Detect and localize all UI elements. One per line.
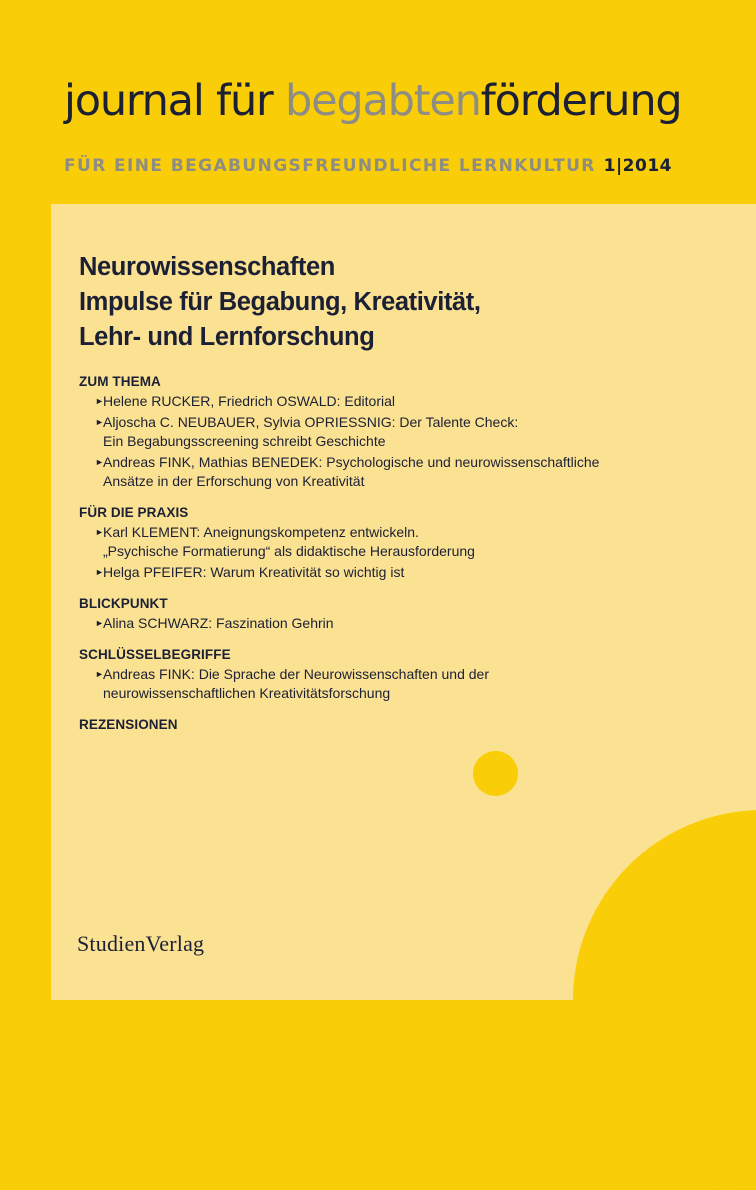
bullet-triangle-icon: ►: [95, 396, 104, 406]
table-of-contents: [79, 373, 679, 747]
bullet-triangle-icon: ►: [95, 527, 104, 537]
entry-line: Karl KLEMENT: Aneignungskompetenz entwickeln.: [103, 524, 419, 540]
entry-line: Helga PFEIFER: Warum Kreativität so wichtig ist: [103, 564, 405, 580]
section-zum-thema: [79, 373, 679, 491]
toc-entry: [79, 563, 679, 582]
entry-line: Helene RUCKER, Friedrich OSWALD: Editorial: [103, 393, 396, 409]
entry-line: Andreas FINK, Mathias BENEDEK: Psychologische und neurowissenschaftliche: [103, 454, 600, 470]
journal-title-part-2: begabten: [285, 76, 481, 126]
issue-headline: [79, 250, 481, 355]
journal-subtitle: FÜR EINE BEGABUNGSFREUNDLICHE LERNKULTUR: [64, 156, 596, 176]
bullet-triangle-icon: ►: [95, 457, 104, 467]
section-fuer-die-praxis: [79, 504, 679, 582]
bullet-triangle-icon: ►: [95, 567, 104, 577]
decorative-small-dot: [473, 751, 518, 796]
section-blickpunkt: [79, 595, 679, 633]
bullet-triangle-icon: ►: [95, 669, 104, 679]
section-heading: REZENSIONEN: [79, 717, 178, 732]
journal-title-part-3: förderung: [480, 76, 682, 126]
section-heading: BLICKPUNKT: [79, 596, 168, 611]
entry-line: „Psychische Formatierung“ als didaktische Herausforderung: [103, 543, 475, 559]
section-heading: SCHLÜSSELBEGRIFFE: [79, 647, 231, 662]
section-heading: FÜR DIE PRAXIS: [79, 505, 189, 520]
toc-entry: [79, 523, 679, 561]
headline-line: Neurowissenschaften: [79, 253, 335, 281]
headline-line: Impulse für Begabung, Kreativität,: [79, 288, 481, 316]
entry-line: Aljoscha C. NEUBAUER, Sylvia OPRIESSNIG: Der Talente Check:: [103, 414, 519, 430]
headline-line: Lehr- und Lernforschung: [79, 323, 375, 351]
issue-number: 1|2014: [603, 156, 672, 176]
subtitle-row: [64, 156, 672, 176]
entry-line: neurowissenschaftlichen Kreativitätsforschung: [103, 685, 391, 701]
section-schluesselbegriffe: [79, 646, 679, 703]
toc-entry: [79, 413, 679, 451]
entry-line: Alina SCHWARZ: Faszination Gehrin: [103, 615, 334, 631]
journal-title-part-1: journal für: [64, 76, 285, 126]
toc-entry: [79, 614, 679, 633]
toc-entry: [79, 665, 679, 703]
publisher-logo: StudienVerlag: [77, 931, 205, 956]
journal-title: [64, 76, 682, 126]
bullet-triangle-icon: ►: [95, 417, 104, 427]
toc-entry: [79, 453, 679, 491]
toc-entry: [79, 392, 679, 411]
bullet-triangle-icon: ►: [95, 618, 104, 628]
section-heading: ZUM THEMA: [79, 374, 161, 389]
entry-line: Andreas FINK: Die Sprache der Neurowissenschaften und der: [103, 666, 489, 682]
section-rezensionen: [79, 716, 679, 734]
entry-line: Ein Begabungsscreening schreibt Geschichte: [103, 433, 386, 449]
entry-line: Ansätze in der Erforschung von Kreativität: [103, 473, 365, 489]
